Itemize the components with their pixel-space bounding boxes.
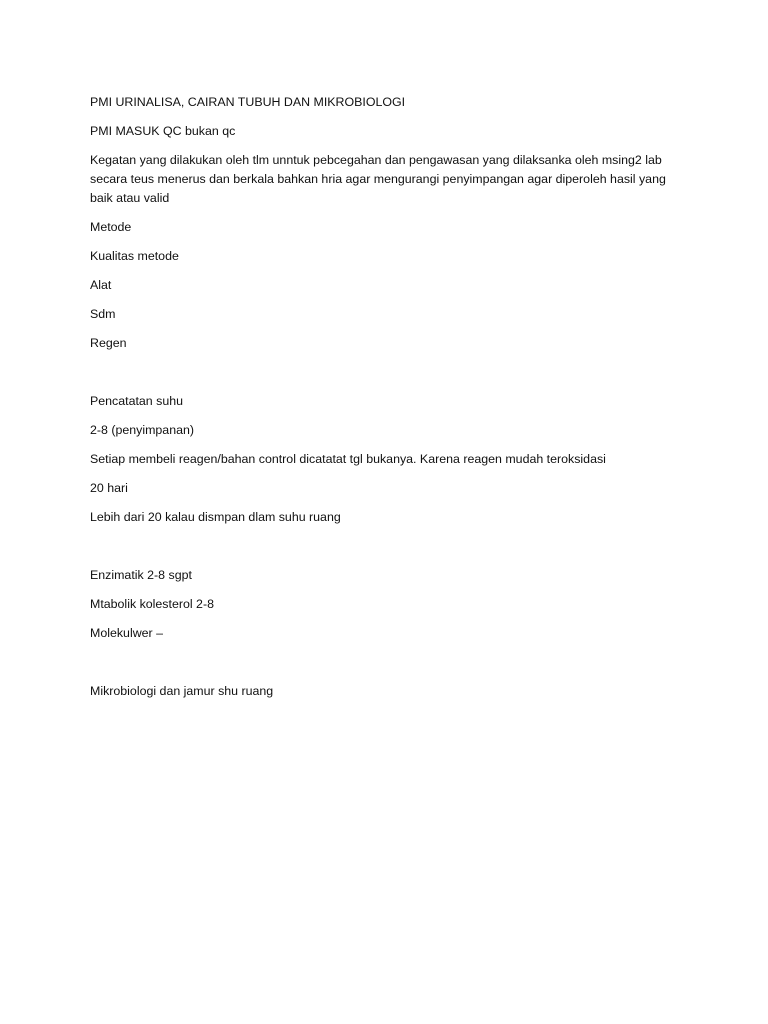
days-note: Lebih dari 20 kalau dismpan dlam suhu ruang [90,510,341,524]
list-item-kualitas-metode: Kualitas metode [90,249,179,263]
blank-line [90,363,690,392]
document-subtitle: PMI MASUK QC bukan qc [90,124,236,138]
molecular-line: Molekulwer – [90,626,163,640]
storage-range: 2-8 (penyimpanan) [90,423,195,437]
storage-note: Setiap membeli reagen/bahan control dicatatat tgl bukanya. Karena reagen mudah teroksidasi [90,452,606,466]
list-item-metode: Metode [90,220,132,234]
enzymatic-line: Enzimatik 2-8 sgpt [90,568,192,582]
document-body [90,93,690,711]
list-item-sdm: Sdm [90,307,116,321]
storage-heading: Pencatatan suhu [90,394,184,408]
list-item-alat: Alat [90,278,112,292]
blank-line [90,537,690,566]
definition-paragraph: Kegatan yang dilakukan oleh tlm unntuk pebcegahan dan pengawasan yang dilaksanka oleh msing2 lab secara teus menerus dan berkala bahkan hria agar mengurangi penyimpangan agar diperoleh hasil yang baik atau valid [90,153,666,205]
metabolic-line: Mtabolik kolesterol 2-8 [90,597,214,611]
microbiology-line: Mikrobiologi dan jamur shu ruang [90,684,274,698]
blank-line [90,653,690,682]
list-item-regen: Regen [90,336,127,350]
days-line: 20 hari [90,481,128,495]
document-title: PMI URINALISA, CAIRAN TUBUH DAN MIKROBIOLOGI [90,95,406,109]
